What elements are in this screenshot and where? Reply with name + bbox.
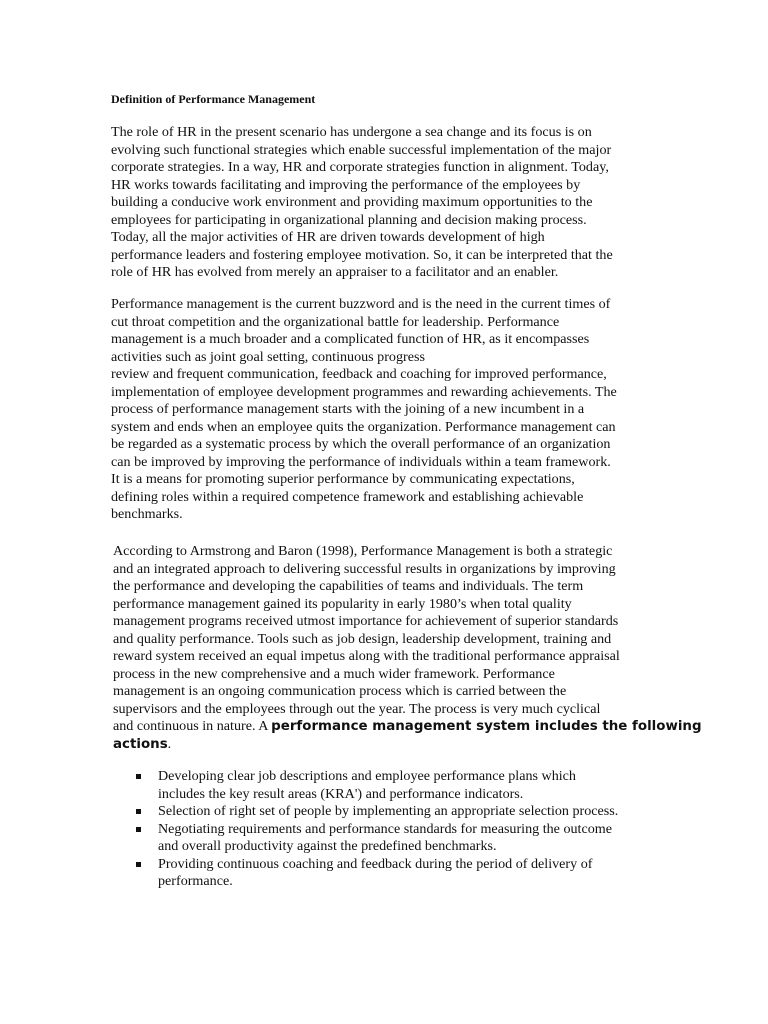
text-line: evolving such functional strategies which enable successful implementation of the major [111, 141, 612, 158]
page-title: Definition of Performance Management [111, 92, 316, 106]
text-line: cut throat competition and the organizational battle for leadership. Performance [111, 313, 560, 330]
text-line: The role of HR in the present scenario has undergone a sea change and its focus is on [111, 124, 592, 140]
list-item [111, 856, 671, 891]
list-item-text: performance. [158, 873, 233, 889]
text-line: management programs received utmost importance for achievement of superior standards [113, 613, 619, 629]
text-line: be regarded as a systematic process by which the overall performance of an organization [111, 436, 611, 452]
text-run: . [167, 735, 172, 752]
list-item [111, 803, 671, 821]
text-line: reward system received an equal impetus along with the traditional performance appraisal [113, 648, 620, 664]
text-line: and an integrated approach to delivering successful results in organizations by improving [113, 560, 616, 577]
text-line: performance management gained its popularity in early 1980’s when total quality [113, 595, 572, 612]
square-bullet-icon [136, 809, 141, 814]
text-line: system and ends when an employee quits the organization. Performance management can [111, 418, 616, 435]
list-item [111, 821, 671, 856]
text-line: Today, all the major activities of HR are driven towards development of high [111, 229, 545, 245]
paragraph-1 [111, 124, 671, 282]
list-item-text: Developing clear job descriptions and employee performance plans which [158, 768, 576, 784]
list-item-text: Providing continuous coaching and feedback during the period of delivery of [158, 855, 593, 872]
text-line: corporate strategies. In a way, HR and corporate strategies function in alignment. Today, [111, 159, 609, 175]
text-line: implementation of employee development programmes and rewarding achievements. The [111, 383, 617, 400]
paragraph-2 [111, 296, 671, 524]
text-line: HR works towards facilitating and improving the performance of the employees by [111, 176, 581, 193]
text-line: the performance and developing the capabilities of teams and individuals. The term [113, 578, 584, 594]
bold-text-run: actions [113, 736, 168, 752]
text-line: review and frequent communication, feedback and coaching for improved performance, [111, 366, 607, 382]
text-line: It is a means for promoting superior performance by communicating expectations, [111, 471, 575, 487]
text-run: and continuous in nature. A [113, 718, 272, 734]
text-line: process in the new comprehensive and a much wider framework. Performance [113, 665, 555, 682]
bold-text-run: performance management system includes the following [271, 719, 702, 734]
list-item-text: Negotiating requirements and performance standards for measuring the outcome [158, 820, 612, 837]
text-line: can be improved by improving the performance of individuals within a team framework. [111, 453, 611, 470]
square-bullet-icon [136, 774, 141, 779]
text-line: According to Armstrong and Baron (1998), Performance Management is both a strategic [113, 543, 613, 559]
bullet-list [111, 768, 671, 891]
list-item-text: Selection of right set of people by implementing an appropriate selection process. [158, 803, 619, 819]
text-line: building a conducive work environment and providing maximum opportunities to the [111, 194, 593, 210]
square-bullet-icon [136, 827, 141, 832]
text-line: benchmarks. [111, 506, 183, 522]
paragraph-3 [113, 543, 702, 753]
square-bullet-icon [136, 862, 141, 867]
text-line: management is a much broader and a complicated function of HR, as it encompasses [111, 331, 590, 347]
list-item-text: and overall productivity against the predefined benchmarks. [158, 838, 497, 854]
text-line: activities such as joint goal setting, continuous progress [111, 348, 425, 365]
text-line: performance leaders and fostering employee motivation. So, it can be interpreted that the [111, 246, 613, 263]
text-line: process of performance management starts with the joining of a new incumbent in a [111, 401, 585, 417]
list-item-text: includes the key result areas (KRA') and performance indicators. [158, 785, 524, 802]
list-item [111, 768, 671, 803]
text-line: Performance management is the current buzzword and is the need in the current times of [111, 296, 611, 312]
text-line [113, 736, 673, 754]
text-line: management is an ongoing communication process which is carried between the [113, 683, 567, 699]
text-line: and quality performance. Tools such as job design, leadership development, training and [113, 630, 612, 647]
text-line: defining roles within a required competence framework and establishing achievable [111, 488, 584, 505]
text-line [113, 718, 702, 736]
text-line: supervisors and the employees through out the year. The process is very much cyclical [113, 700, 601, 717]
text-line: role of HR has evolved from merely an appraiser to a facilitator and an enabler. [111, 264, 559, 280]
text-line: employees for participating in organizational planning and decision making process. [111, 211, 587, 228]
